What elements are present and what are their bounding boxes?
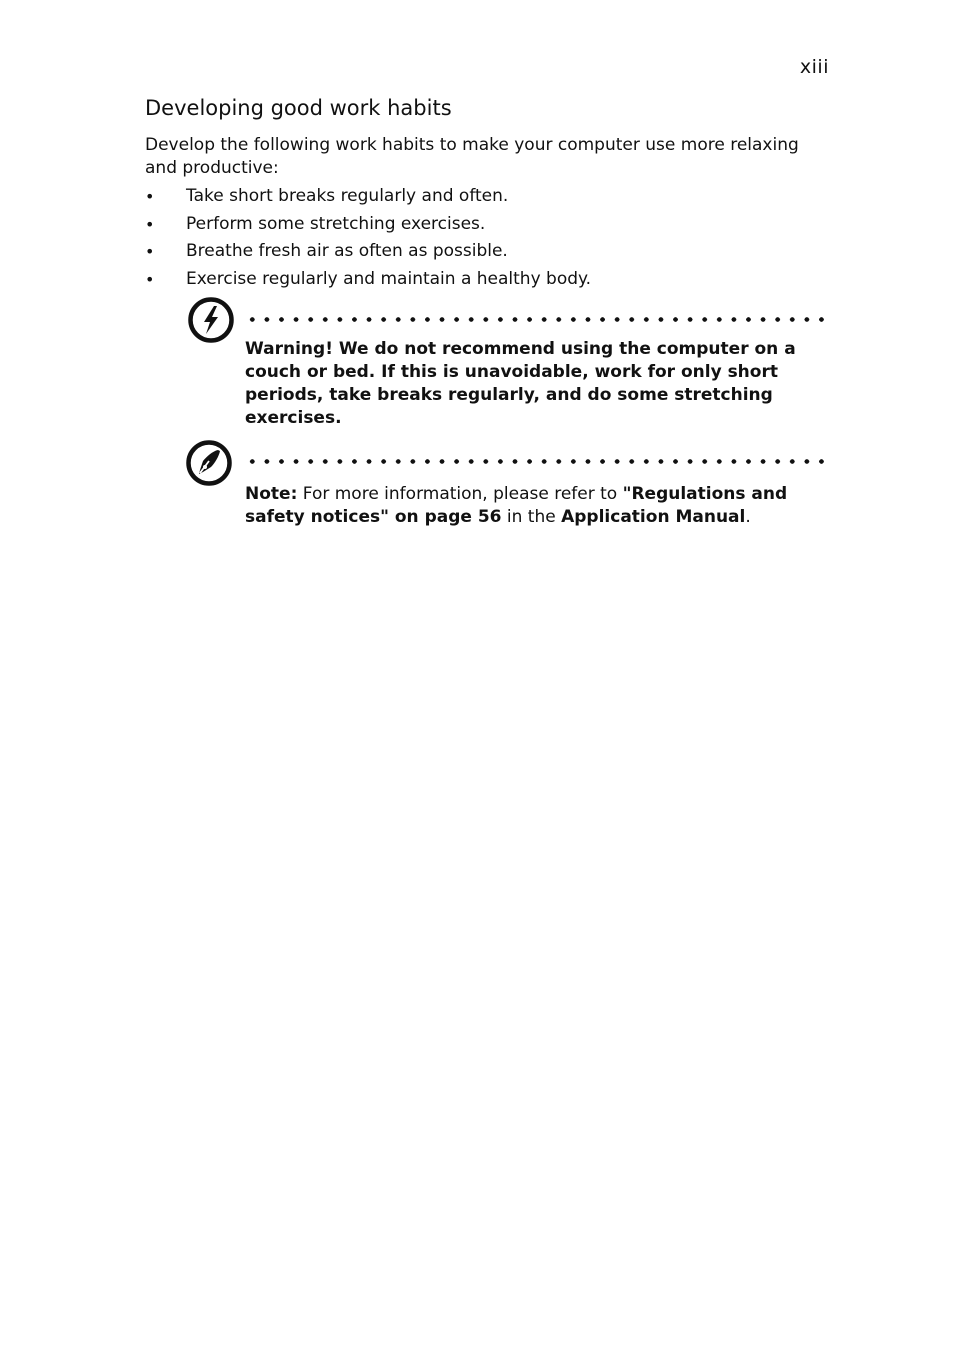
bullet-icon: •	[145, 187, 155, 206]
list-item	[145, 183, 835, 211]
warning-divider	[245, 317, 831, 322]
warning-text: Warning! We do not recommend using the computer on a couch or bed. If this is unavoidable, work for only short periods, take breaks regularly, and do some stretching exercises.	[245, 339, 796, 428]
list-item	[145, 238, 835, 266]
note-text-after: .	[745, 507, 751, 527]
note-text	[245, 483, 825, 529]
note-label: Note:	[245, 484, 298, 504]
bullet-icon: •	[145, 270, 155, 290]
list-item	[145, 211, 835, 239]
bullet-icon: •	[145, 242, 155, 262]
list-item-text: Exercise regularly and maintain a healthy body.	[186, 269, 592, 290]
section-title: Developing good work habits	[145, 96, 452, 120]
list-item	[145, 266, 835, 294]
note-pen-icon	[185, 439, 233, 487]
note-text-before: For more information, please refer to	[297, 484, 623, 504]
list-item-text: Perform some stretching exercises.	[186, 213, 486, 234]
note-manual-name: Application Manual	[561, 507, 746, 527]
bullet-icon: •	[145, 214, 155, 234]
note-divider	[245, 459, 831, 464]
warning-lightning-icon	[187, 296, 235, 344]
note-text-middle: in the	[501, 507, 562, 527]
work-habits-list	[145, 183, 835, 294]
page-number: xiii	[799, 56, 829, 78]
list-item-text: Breathe fresh air as often as possible.	[186, 241, 508, 262]
list-item-text: Take short breaks regularly and often.	[186, 186, 509, 206]
note-reference-link[interactable]: "Regulations and safety notices" on page 56	[245, 484, 788, 527]
intro-paragraph: Develop the following work habits to make your computer use more relaxing and productive:	[145, 135, 799, 178]
